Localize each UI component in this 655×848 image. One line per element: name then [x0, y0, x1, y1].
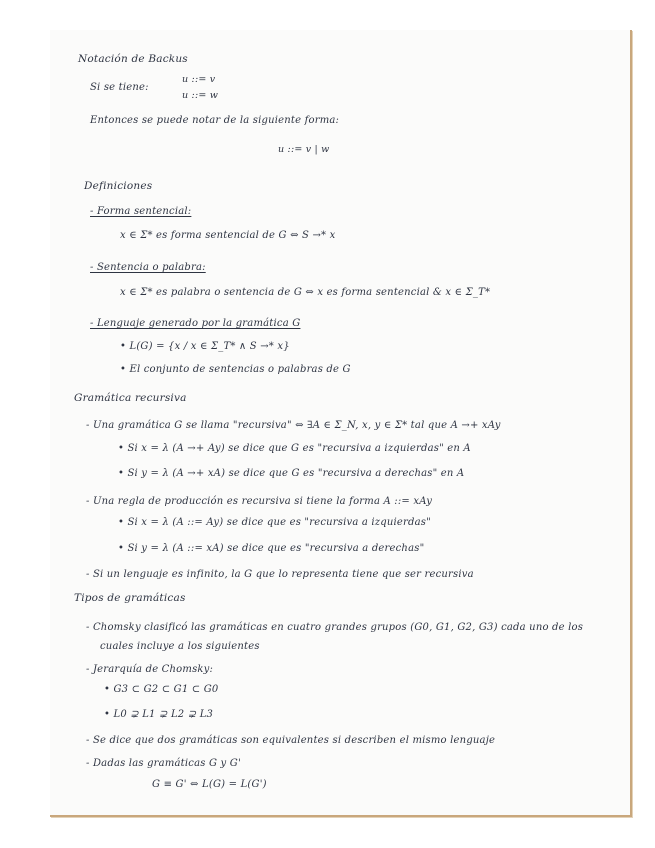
text-si-se-tiene: Si se tiene: [90, 82, 149, 93]
text-palabra-def: x ∈ Σ* es palabra o sentencia de G ⇔ x es forma sentencial & x ∈ Σ_T* [120, 287, 491, 298]
text-dadas-gramaticas: - Dadas las gramáticas G y G' [86, 758, 241, 769]
text-jerarquia-g: • G3 ⊂ G2 ⊂ G1 ⊂ G0 [104, 684, 219, 695]
text-chomsky-clasifico: - Chomsky clasificó las gramáticas en cuatro grandes grupos (G0, G1, G2, G3) cada uno de los [86, 622, 584, 633]
text-equivalentes: - Se dice que dos gramáticas son equivalentes si describen el mismo lenguaje [86, 735, 496, 746]
text-jerarquia: - Jerarquía de Chomsky: [86, 664, 214, 675]
text-recursiva-def: - Una gramática G se llama "recursiva" ⇔ ∃A ∈ Σ_N, x, y ∈ Σ* tal que A →+ xAy [86, 420, 501, 431]
text-forma-sentencial-def: x ∈ Σ* es forma sentencial de G ⇔ S →* x [120, 230, 336, 241]
text-lenguaje-infinito: - Si un lenguaje es infinito, la G que lo representa tiene que ser recursiva [86, 569, 474, 580]
text-recursiva-izquierdas: • Si x = λ (A →+ Ay) se dice que G es "recursiva a izquierdas" en A [118, 443, 471, 454]
text-recursiva-derechas: • Si y = λ (A →+ xA) se dice que G es "recursiva a derechas" en A [118, 468, 465, 479]
heading-definiciones: Definiciones [84, 180, 153, 192]
heading-tipos-gramaticas: Tipos de gramáticas [74, 592, 186, 604]
text-entonces: Entonces se puede notar de la siguiente forma: [90, 115, 340, 126]
heading-backus: Notación de Backus [78, 53, 188, 65]
text-conjunto-sentencias: • El conjunto de sentencias o palabras de G [120, 364, 351, 375]
rule-u-w: u ::= w [182, 90, 219, 101]
text-lenguaje-def: • L(G) = {x / x ∈ Σ_T* ∧ S →* x} [120, 341, 290, 352]
rule-u-v-or-w: u ::= v | w [278, 144, 330, 155]
item-sentencia-palabra: - Sentencia o palabra: [90, 262, 206, 273]
text-jerarquia-l: • L0 ⊋ L1 ⊋ L2 ⊋ L3 [104, 709, 214, 720]
text-regla-izquierdas: • Si x = λ (A ::= Ay) se dice que es "recursiva a izquierdas" [118, 517, 431, 528]
text-regla-derechas: • Si y = λ (A ::= xA) se dice que es "recursiva a derechas" [118, 543, 425, 554]
rule-u-v: u ::= v [182, 74, 216, 85]
heading-gramatica-recursiva: Gramática recursiva [74, 392, 187, 404]
text-regla-recursiva: - Una regla de producción es recursiva si tiene la forma A ::= xAy [86, 496, 433, 507]
item-forma-sentencial: - Forma sentencial: [90, 206, 192, 217]
text-equivalencia-def: G ≡ G' ⇔ L(G) = L(G') [152, 779, 267, 790]
text-chomsky-cont: cuales incluye a los siguientes [100, 641, 260, 652]
item-lenguaje-generado: - Lenguaje generado por la gramática G [90, 318, 301, 329]
